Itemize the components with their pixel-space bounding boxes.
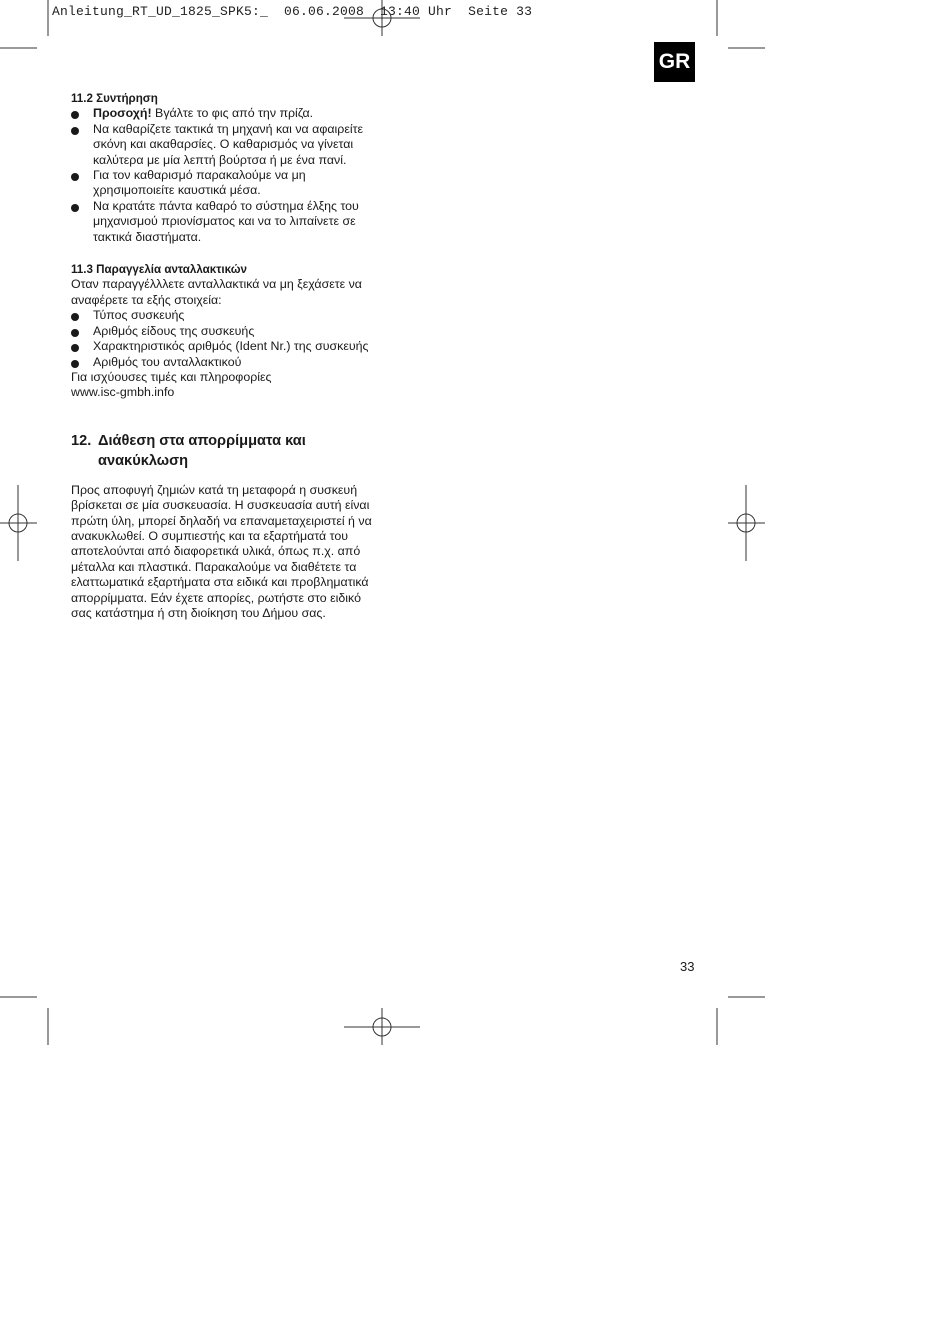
spare-parts-intro: Οταν παραγγέλλλετε ανταλλακτικά να μη ξεχάσετε να αναφέρετε τα εξής στοιχεία:: [71, 277, 362, 307]
bullet-icon: [71, 173, 79, 181]
list-item-text: Χαρακτηριστικός αριθμός (Ident Nr.) της συσκευής: [93, 339, 369, 354]
spare-parts-outro: Για ισχύουσες τιμές και πληροφορίες: [71, 369, 272, 384]
website-link[interactable]: www.isc-gmbh.info: [71, 385, 175, 400]
bullet-icon: [71, 329, 79, 337]
bullet-icon: [71, 127, 79, 135]
spare-parts-heading: 11.3 Παραγγελία ανταλλακτικών: [71, 263, 247, 277]
list-item-text: Τύπος συσκευής: [93, 308, 185, 323]
list-item-text: Να καθαρίζετε τακτικά τη μηχανή και να αφαιρείτε σκόνη και ακαθαρσίες. Ο καθαρισμός να γίνεται καλύτερα με μία λεπτή βούρτσα ή με ένα πανί.: [93, 121, 364, 167]
bullet-icon: [71, 344, 79, 352]
list-item-text: Να κρατάτε πάντα καθαρό το σύστημα έλξης του μηχανισμού πριονίσματος και να το λιπαίνετε σε τακτικά διαστήματα.: [93, 198, 359, 244]
bullet-icon: [71, 313, 79, 321]
maintenance-list: [71, 106, 381, 245]
list-item: [71, 324, 381, 339]
list-item: [71, 355, 381, 370]
list-item-text: Για τον καθαρισμό παρακαλούμε να μη χρησιμοποιείτε καυστικά μέσα.: [93, 168, 306, 198]
section-number: 12.: [71, 432, 92, 449]
disposal-text: Προς αποφυγή ζημιών κατά τη μεταφορά η συσκευή βρίσκεται σε μία συσκευασία. Η συσκευασία αυτή είναι πρώτη ύλη, μπορεί δηλαδή να επαναμεταχειριστεί ή να ανακυκλωθεί. Ο συμπιεστής και τα εξαρτήματά του αποτελούνται από διαφορετικά υλικά, όπως π.χ. από μέταλλα και πλαστικά. Παρακαλούμε να διαθέτετε τα ελαττωματικά εξαρτήματα στα ειδικά και προβληματικά απορρίμματα. Εάν έχετε απορίες, ρωτήστε στο ειδικό σας κατάστημα ή στη διοίκηση του Δήμου σας.: [71, 482, 372, 620]
bullet-icon: [71, 111, 79, 119]
print-header: Anleitung_RT_UD_1825_SPK5:_ 06.06.2008 13:40 Uhr Seite 33: [52, 4, 533, 19]
bullet-icon: [71, 360, 79, 368]
list-item-text: Αριθμός είδους της συσκευής: [93, 323, 255, 338]
list-item: [71, 106, 381, 121]
list-item: [71, 339, 381, 354]
content-column: [71, 91, 381, 621]
bullet-icon: [71, 204, 79, 212]
spare-parts-list: [71, 308, 381, 370]
language-badge: GR: [654, 42, 695, 82]
disposal-title: [71, 431, 381, 471]
section-title-text: Διάθεση στα απορρίμματα και ανακύκλωση: [98, 432, 306, 469]
list-item-text: Βγάλτε το φις από την πρίζα.: [151, 106, 314, 121]
list-item-text: Αριθμός του ανταλλακτικού: [93, 354, 242, 369]
list-item: [71, 122, 381, 168]
list-item: [71, 168, 381, 199]
page-number: 33: [680, 959, 695, 974]
warning-label: Προσοχή!: [93, 106, 152, 121]
maintenance-heading: 11.2 Συντήρηση: [71, 92, 158, 105]
list-item: [71, 308, 381, 323]
list-item: [71, 199, 381, 245]
